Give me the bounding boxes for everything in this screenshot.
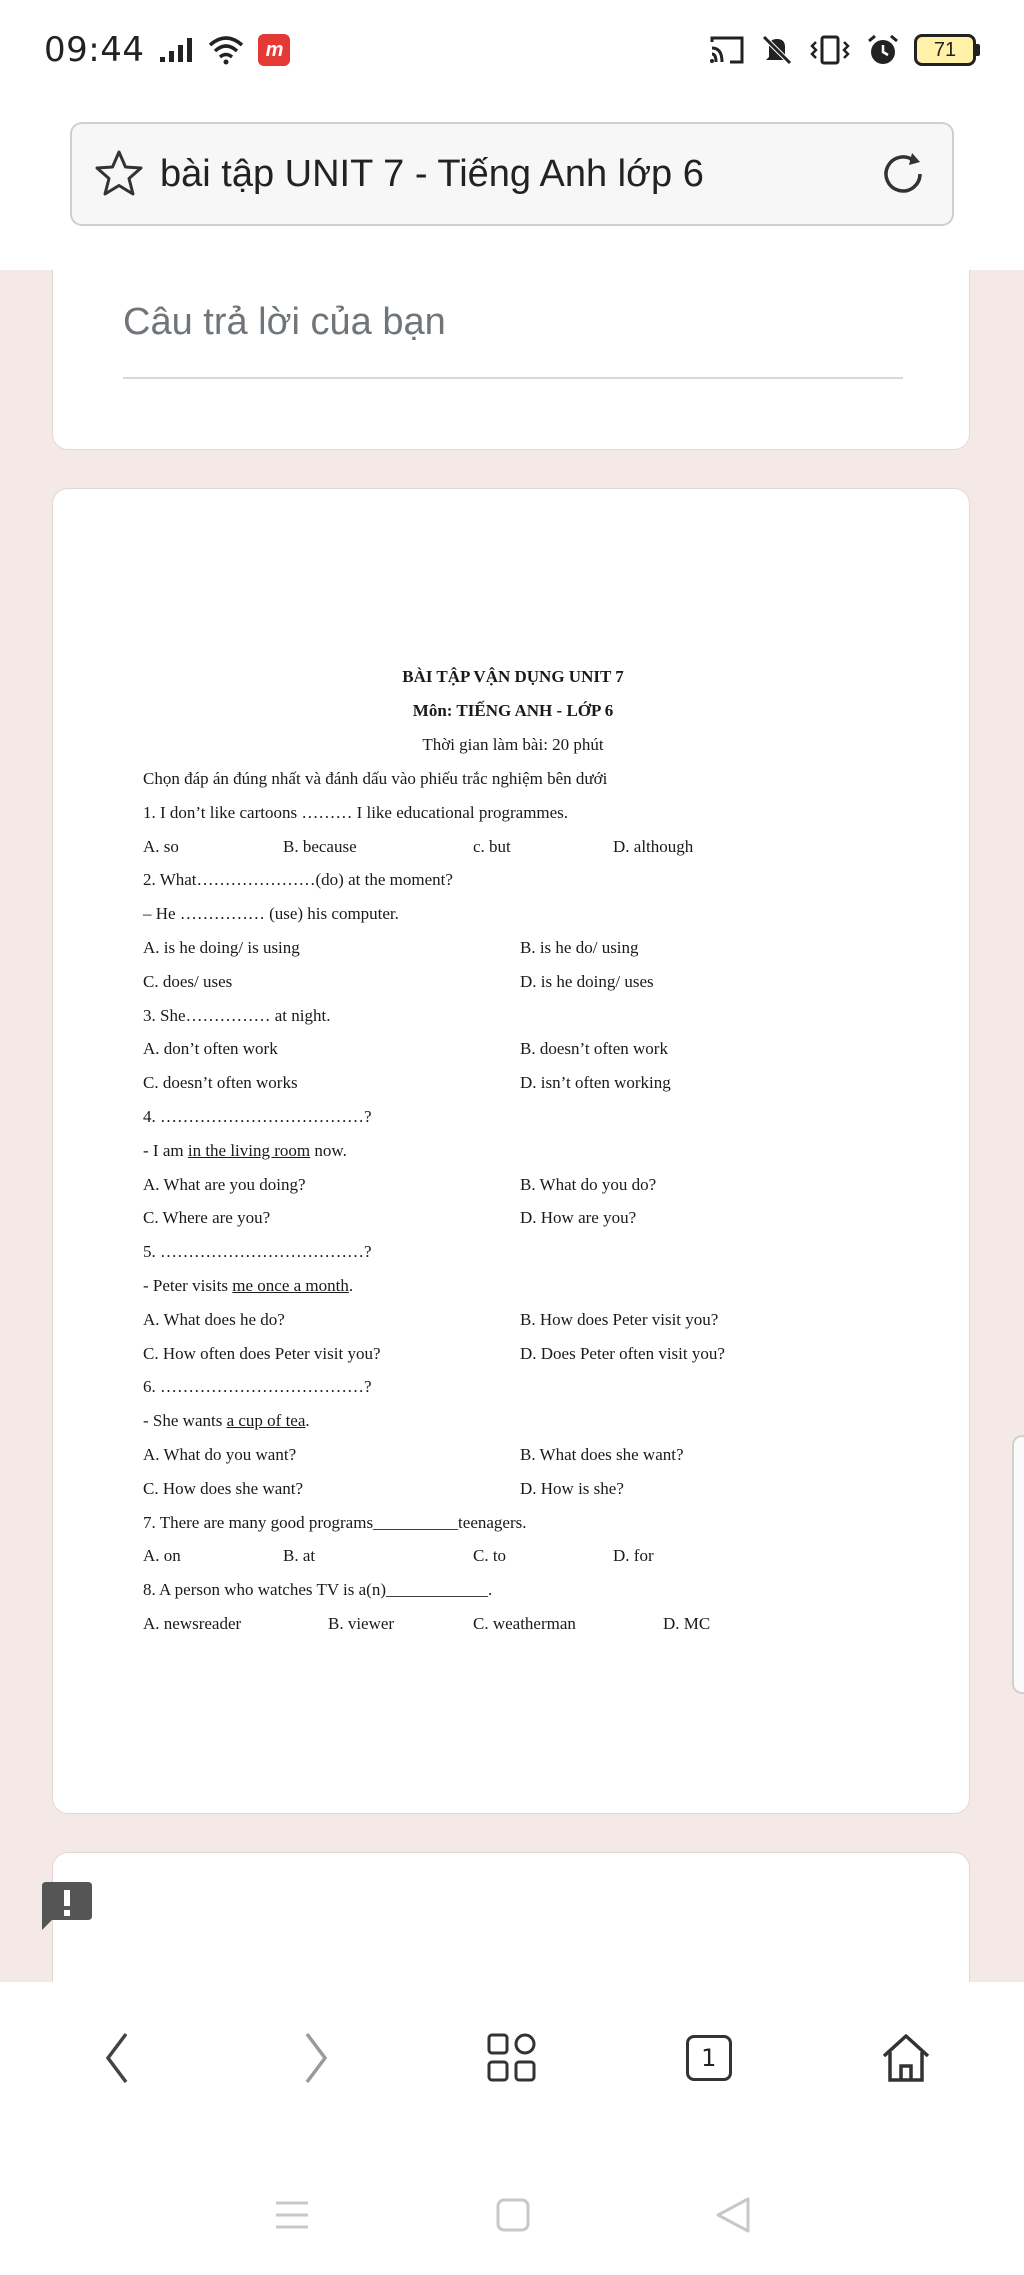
tabs-button[interactable] — [659, 2008, 759, 2108]
option: A. on — [143, 1546, 181, 1566]
question-6: 6. ………………………………? — [143, 1377, 372, 1397]
alarm-icon — [866, 33, 900, 67]
question-2-options-ab — [143, 931, 883, 965]
option: A. is he doing/ is using — [143, 937, 300, 957]
bookmark-star-icon[interactable] — [92, 147, 146, 201]
question-1-options — [143, 830, 883, 864]
sub-pre: - She wants — [143, 1411, 227, 1431]
option: A. so — [143, 836, 179, 856]
worksheet-title: BÀI TẬP VẬN DỤNG UNIT 7 — [402, 667, 624, 686]
question-6-options-ab — [143, 1438, 883, 1472]
question-3-options-ab — [143, 1032, 883, 1066]
option: B. is he do/ using — [520, 937, 639, 957]
system-back-button[interactable] — [714, 2195, 752, 2240]
sub-underlined: me once a month — [232, 1275, 349, 1295]
option: C. to — [473, 1546, 507, 1566]
question-2-sub: – He …………… (use) his computer. — [143, 904, 399, 924]
recent-apps-button[interactable] — [272, 2197, 312, 2238]
forward-icon — [295, 2028, 335, 2088]
scroll-handle[interactable] — [1012, 1435, 1024, 1694]
option: A. What does he do? — [143, 1309, 285, 1329]
option: D. although — [613, 836, 694, 856]
option: A. newsreader — [143, 1613, 242, 1633]
option: A. What do you want? — [143, 1444, 297, 1464]
question-4-options-ab — [143, 1168, 883, 1202]
option: D. How is she? — [520, 1478, 624, 1498]
sub-pre: - Peter visits — [143, 1275, 233, 1295]
option: B. doesn’t often work — [520, 1039, 668, 1059]
browser-nav-bar — [0, 1983, 1024, 2133]
option: B. How does Peter visit you? — [520, 1309, 719, 1329]
worksheet-image — [143, 660, 883, 1641]
home-button[interactable] — [856, 2008, 956, 2108]
page-title[interactable]: bài tập UNIT 7 - Tiếng Anh lớp 6 — [160, 152, 704, 195]
question-5: 5. ………………………………? — [143, 1242, 372, 1262]
question-6-sub: - She wants a cup of tea. — [143, 1411, 310, 1431]
question-6-options-cd — [143, 1472, 883, 1506]
status-left — [44, 30, 290, 70]
forward-button[interactable] — [265, 2008, 365, 2108]
vibrate-icon — [808, 34, 852, 66]
battery-level: 71 — [933, 38, 957, 61]
question-2-options-cd — [143, 965, 883, 999]
question-3-options-cd — [143, 1066, 883, 1100]
answer-placeholder: Câu trả lời của bạn — [123, 301, 446, 343]
option: A. don’t often work — [143, 1039, 278, 1059]
option: D. MC — [663, 1613, 711, 1633]
tabs-count-icon: 1 — [686, 2035, 732, 2081]
triangle-back-icon — [714, 2195, 752, 2235]
question-7: 7. There are many good programs__________teenagers. — [143, 1512, 527, 1532]
question-8: 8. A person who watches TV is a(n)____________. — [143, 1580, 493, 1600]
back-button[interactable] — [68, 2008, 168, 2108]
feedback-button[interactable] — [38, 1878, 96, 1936]
option: C. How often does Peter visit you? — [143, 1343, 381, 1363]
wifi-icon — [208, 35, 244, 65]
next-question-card — [52, 1852, 970, 1982]
question-4: 4. ………………………………? — [143, 1106, 372, 1126]
option: D. is he doing/ uses — [520, 971, 654, 991]
question-5-options-cd — [143, 1337, 883, 1371]
option: D. How are you? — [520, 1208, 637, 1228]
worksheet-subject: Môn: TIẾNG ANH - LỚP 6 — [412, 701, 614, 720]
square-home-icon — [495, 2197, 531, 2233]
home-icon — [878, 2030, 934, 2086]
question-1: 1. I don’t like cartoons ……… I like educational programmes. — [143, 802, 569, 822]
option: C. Where are you? — [143, 1208, 271, 1228]
option: c. but — [473, 836, 511, 856]
option: D. isn’t often working — [520, 1073, 671, 1093]
mute-icon — [760, 33, 794, 67]
option: B. What does she want? — [520, 1444, 684, 1464]
option: C. weatherman — [473, 1613, 576, 1633]
question-4-sub — [143, 1134, 883, 1168]
question-4-options-cd — [143, 1201, 883, 1235]
option: C. doesn’t often works — [143, 1073, 298, 1093]
status-bar — [0, 0, 1024, 100]
question-7-options — [143, 1539, 883, 1573]
question-8-options — [143, 1607, 883, 1641]
feedback-icon — [38, 1878, 96, 1936]
option: D. for — [613, 1546, 654, 1566]
option: B. What do you do? — [520, 1174, 657, 1194]
worksheet-instruction: Chọn đáp án đúng nhất và đánh dấu vào phiếu trắc nghiệm bên dưới — [143, 769, 608, 788]
back-icon — [98, 2028, 138, 2088]
menu-button[interactable] — [462, 2008, 562, 2108]
option: A. What are you doing? — [143, 1174, 306, 1194]
question-5-options-ab — [143, 1303, 883, 1337]
cast-icon — [708, 34, 746, 66]
status-right — [708, 33, 980, 67]
signal-icon — [158, 37, 194, 63]
battery-icon — [914, 34, 980, 66]
option: C. does/ uses — [143, 971, 233, 991]
status-time: 09:44 — [44, 30, 145, 70]
app-notification-icon: m — [258, 34, 290, 66]
answer-card — [52, 270, 970, 450]
system-nav-bar — [0, 2160, 1024, 2275]
question-3: 3. She…………… at night. — [143, 1005, 331, 1025]
sub-post: now. — [310, 1140, 347, 1160]
sub-underlined: in the living room — [187, 1140, 311, 1160]
option: B. viewer — [328, 1613, 395, 1633]
menu-grid-icon — [485, 2031, 539, 2085]
option: B. at — [283, 1546, 316, 1566]
answer-input[interactable] — [123, 301, 903, 379]
sub-pre: - I am — [143, 1140, 188, 1160]
question-2: 2. What…………………(do) at the moment? — [143, 870, 453, 890]
option: B. because — [283, 836, 357, 856]
option: D. Does Peter often visit you? — [520, 1343, 725, 1363]
system-home-button[interactable] — [495, 2197, 531, 2238]
worksheet-time: Thời gian làm bài: 20 phút — [422, 735, 604, 754]
option: C. How does she want? — [143, 1478, 304, 1498]
address-bar[interactable] — [70, 122, 954, 226]
question-5-sub: - Peter visits me once a month. — [143, 1275, 354, 1295]
sub-underlined: a cup of tea — [226, 1411, 306, 1431]
recents-icon — [272, 2197, 312, 2233]
reload-icon[interactable] — [876, 147, 930, 201]
